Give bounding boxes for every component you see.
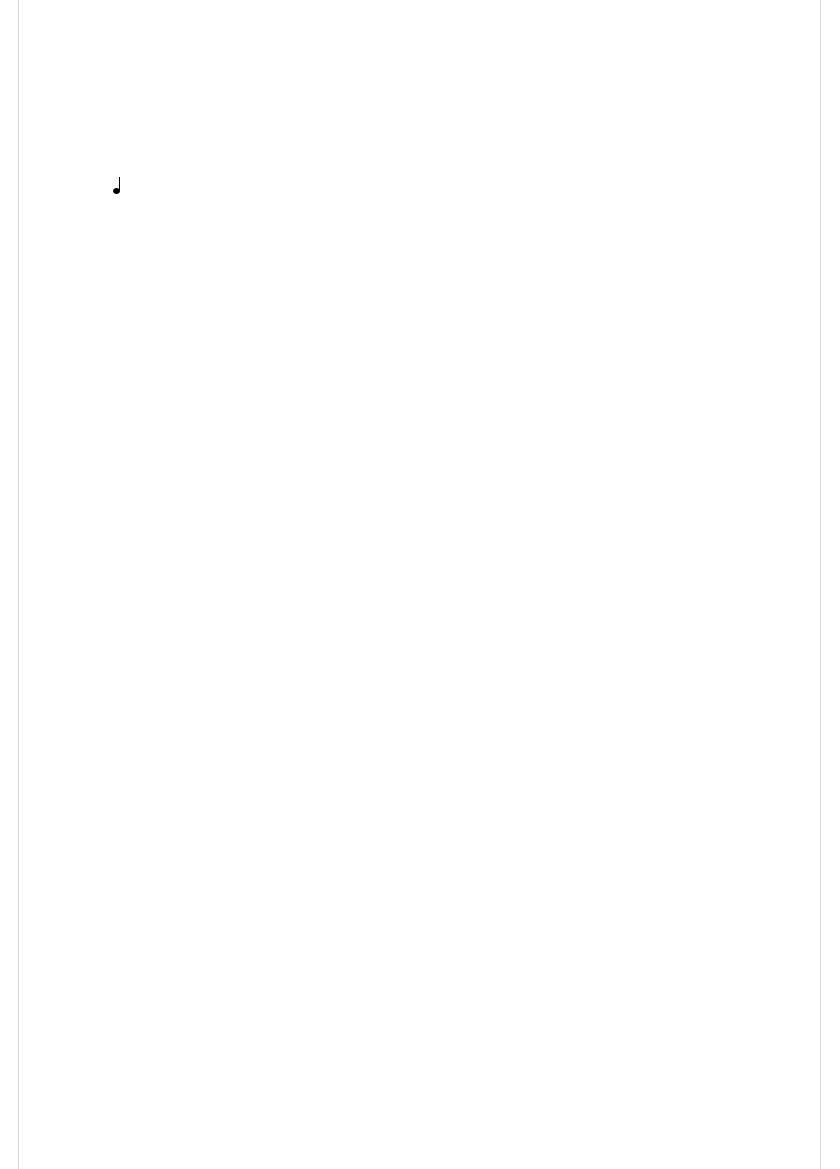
tempo-marking: [113, 180, 120, 195]
left-watermark-strip: [0, 0, 18, 1169]
left-border: [18, 0, 19, 1169]
right-border: [820, 0, 821, 1169]
quarter-note-icon: [113, 188, 120, 194]
right-watermark-strip: [822, 0, 840, 1169]
